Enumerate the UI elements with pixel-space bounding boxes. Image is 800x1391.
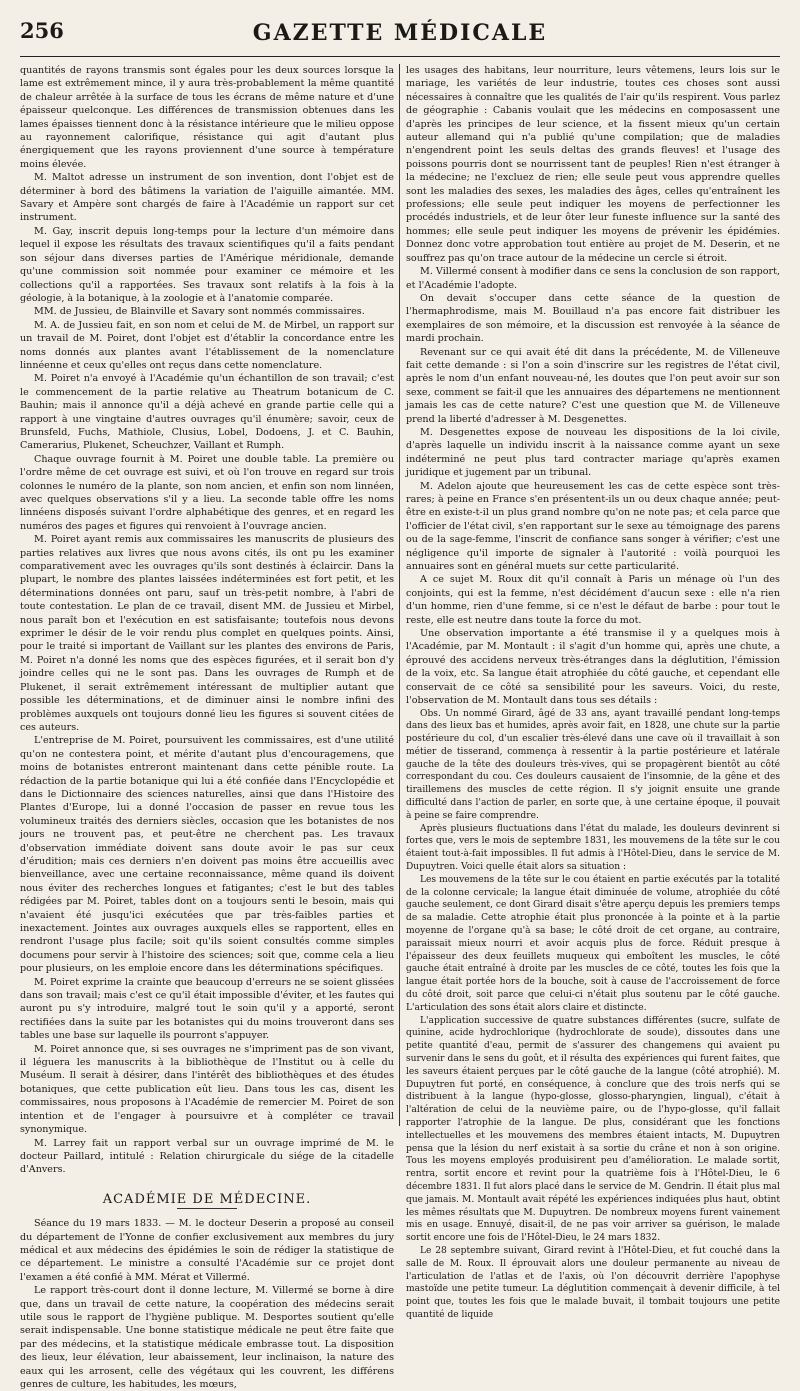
paragraph: les usages des habitans, leur nourriture, leurs vêtemens, leurs lois sur le mariage, les variétés de leur industrie, toutes ces choses sont aussi nécessaires à connaître que les qualités de l'air qu'ils respirent. Vous parlez de géographie : Cabanis voulait que les médecins en composassent une d'après les principes de leur science, et la fissent mieux qu'un certain auteur allemand qui n'a publié qu'une compilation; que de maladies n'engendrent point les seuls deltas des grands fleuves! et l'usage des poissons pourris dont se nourrissent tant de peuples! Rien n'est étranger à la médecine; ne l'excluez de rien; elle seule peut vous apprendre quelles sont les maladies des sexes, les maladies des âges, celles qu'entraînent les professions; elle seule peut indiquer les moyens de perfectionner les procédés industriels, et de leur ôter leur funeste influence sur la santé des hommes; elle seule peut indiquer les moyens de prévenir les épidémies. Donnez donc votre approbation tout entière au projet de M. Deserin, et ne souffrez pas qu'on trace autour de la médecine un cercle si étroit. [406,65,780,264]
paragraph: M. Desgenettes expose de nouveau les dispositions de la loi civile, d'après laquelle un individu inscrit à la naissance comme ayant un sexe indéterminé ne peut plus tard contracter mariage qu'après examen juridique et jugement par un tribunal. [406,426,780,479]
paragraph: M. Poiret ayant remis aux commissaires les manuscrits de plusieurs des parties relatives aux livres que nous avons cités, ils ont pu les examiner comparativement avec les ouvrages qu'ils sont destinés à éclaircir. Dans la plupart, le nombre des plantes laissées indéterminées est fort petit, et les déterminations données ont paru, sauf un très-petit nombre, à l'abri de toute contestation. Le plan de ce travail, disent MM. de Jussieu et Mirbel, nous paraît bon et l'exécution en est satisfaisante; toutefois nous devons exprimer le désir de le voir rendu plus complet en quelques points. Ainsi, pour le traité si important de Vaillant sur les plantes des environs de Paris, M. Poiret n'a donné les noms que des espèces figurées, et il serait bon d'y joindre celles qui ne le sont pas. Dans les ouvrages de Rumph et de Plukenet, il serait extrêmement intéressant de multiplier autant que possible les déterminations, et de diminuer ainsi le nombre infini des problèmes auxquels ont toujours donné lieu les figures si souvent citées de ces auteurs. [20,534,394,733]
page-header [20,12,780,48]
paragraph: M. Poiret annonce que, si ses ouvrages ne s'impriment pas de son vivant, il léguera les manuscrits à la bibliothèque de l'Institut ou à celle du Muséum. Il serait à désirer, dans l'intérêt des bibliothèques et des études botaniques, que cette publication eût lieu. Dans tous les cas, disent les commissaires, nous proposons à l'Académie de remercier M. Poiret de son intention et de l'engager à poursuivre et à compléter ce travail synonymique. [20,1043,394,1136]
page-number: 256 [20,18,64,43]
paragraph: Une observation importante a été transmise il y a quelques mois à l'Académie, par M. Montault : il s'agit d'un homme qui, après une chute, a éprouvé des accidens nerveux très-étranges dans la déglutition, l'émission de la voix, etc. Sa langue était atrophiée du côté gauche, et cependant elle conservait de ce côté sa sensibilité pour les saveurs. Voici, du reste, l'observation de M. Montault dans tous ses détails : [406,628,780,707]
header-rule [20,56,780,57]
right-column [406,64,780,1320]
paragraph: M. Gay, inscrit depuis long-temps pour la lecture d'un mémoire dans lequel il expose les résultats des travaux scientifiques qu'il a faits pendant son séjour dans diverses parties de l'Amérique méridionale, demande qu'une commission soit nommée pour examiner ce mémoire et les collections qu'il a rapportées. Ses travaux sont relatifs à la fois à la géologie, à la botanique, à la zoologie et à l'anatomie comparée. [20,225,394,304]
paragraph: M. Maltot adresse un instrument de son invention, dont l'objet est de déterminer à bord des bâtimens la variation de l'aiguille aimantée. MM. Savary et Ampère sont chargés de faire à l'Académie un rapport sur cet instrument. [20,172,394,224]
paragraph: Revenant sur ce qui avait été dit dans la précédente, M. de Villeneuve fait cette demande : si l'on a soin d'inscrire sur les registres de l'état civil, après le nom d'un enfant nouveau-né, les doutes que l'on peut avoir sur son sexe, comment se fait-il que les annuaires des départemens ne mentionnent jamais les cas de cette nature? C'est une question que M. de Villeneuve prend la liberté d'adresser à M. Desgenettes. [406,346,780,425]
left-column [20,64,394,1390]
section-title: ACADÉMIE DE MÉDECINE. [102,1191,312,1207]
paragraph: Chaque ouvrage fournit à M. Poiret une double table. La première ou l'ordre même de cet ouvrage est suivi, et où l'on trouve en regard sur trois colonnes le numéro de la plante, son nom ancien, et enfin son nom linnéen, avec quelques observations s'il y a lieu. La seconde table offre les noms linnéens disposés suivant l'ordre alphabétique des genres, et en regard les numéros des pages et figures qui renvoient à l'ouvrage ancien. [20,453,394,532]
paragraph: Séance du 19 mars 1833. — M. le docteur Deserin a proposé au conseil du département de l'Yonne de confier exclusivement aux membres du jury médical et aux médecins des épidémies le soin de rédiger la statistique de ce département. Le ministre a consulté l'Académie sur ce projet dont l'examen a été confié à MM. Mérat et Villermé. [20,1218,394,1283]
observation-paragraph: Le 28 septembre suivant, Girard revint à l'Hôtel-Dieu, et fut couché dans la salle de M. Roux. Il éprouvait alors une douleur permanente au niveau de l'articulation de l'atlas et de l'axis, où l'on découvrit derrière l'apophyse mastoïde une petite tumeur. La déglutition commençait à devenir difficile, à tel point que, toutes les fois que le malade buvait, il tombait toujours une petite quantité de liquide [406,1245,780,1320]
section-rule [177,1208,237,1209]
observation-paragraph: L'application successive de quatre substances différentes (sucre, sulfate de quinine, acide hydrochlorique (hydrochlorate de soude), dissoutes dans une petite quantité d'eau, permit de s'assurer des changemens qui avaient pu survenir dans le sens du goût, et il résulta des expériences qui furent faites, que les saveurs étaient perçues par le côté gauche de la langue (côté atrophié). M. Dupuytren fut porté, en conséquence, à conclure que des trois nerfs qui se distribuent à la langue (hypo-glosse, glosso-pharyngien, lingual), c'était à l'altération de celui de la neuvième paire, ou de l'hypo-glosse, qu'il fallait rapporter l'atrophie de la langue. De plus, considérant que les fonctions intellectuelles et les mouvemens des membres étaient intacts, M. Dupuytren pensa que la lésion du nerf existait à sa sortie du crâne et non à son origine. Tous les moyens employés produisirent peu d'amélioration. Le malade sortit, rentra, sortit encore et revint pour la quatrième fois à l'Hôtel-Dieu, le 6 décembre 1831. Il fut alors placé dans le service de M. Gendrin. Il était plus mal que jamais. M. Montault avait répété les expériences indiquées plus haut, obtint les mêmes résultats que M. Dupuytren. De nombreux moyens furent vainement mis en usage. Ennuyé, disait-il, de ne pas voir arriver sa guérison, le malade sortit encore une fois de l'Hôtel-Dieu, le 24 mars 1832. [406,1015,780,1244]
journal-title: GAZETTE MÉDICALE [252,20,548,46]
observation-paragraph: Obs. Un nommé Girard, âgé de 33 ans, ayant travaillé pendant long-temps dans des lieux bas et humides, après avoir fait, en 1828, une chute sur la partie postérieure du col, d'un escalier très-élevé dans une cave où il travaillait à son métier de tisserand, commença à ressentir à la partie postérieure et latérale gauche de la tête des douleurs très-vives, qui se propagèrent bientôt au côté correspondant du cou. Ces douleurs causaient de l'insomnie, de la gêne et des tiraillemens des muscles de cette région. Il s'y joignit ensuite une grande difficulté dans l'action de parler, en sorte que, à une certaine époque, il pouvait à peine se faire comprendre. [406,708,780,821]
paragraph: A ce sujet M. Roux dit qu'il connaît à Paris un ménage où l'un des conjoints, qui est la femme, n'est décidément d'aucun sexe : elle n'a rien d'un homme, rien d'une femme, si ce n'est le défaut de barbe : pour tout le reste, elle est neutre dans toute la force du mot. [406,574,780,626]
paragraph: L'entreprise de M. Poiret, poursuivent les commissaires, est d'une utilité qu'on ne contestera point, et mérite d'autant plus d'encouragemens, que moins de botanistes entreront maintenant dans cette pénible route. La rédaction de la partie botanique qui lui a été confiée dans l'Encyclopédie et dans le Dictionnaire des sciences naturelles, ainsi que dans l'Histoire des Plantes d'Europe, lui a donné l'occasion de passer en revue tous les volumineux traités des derniers siècles, occasion que les botanistes de nos jours ne trouvent pas, et peut-être ne cherchent pas. Les travaux d'observation immédiate doivent sans doute avoir le pas sur ceux d'érudition; mais ces derniers n'en doivent pas moins être accueillis avec bienveillance, avec une certaine reconnaissance, même quand ils doivent nous éviter des recherches longues et fatigantes; c'est le but des tables rédigées par M. Poiret, tables dont on a toujours senti le besoin, mais qui n'avaient été jusqu'ici exécutées que par très-faibles parties et inexactement. Jointes aux ouvrages auxquels elles se rapportent, elles en rendront l'usage plus facile; soit qu'ils soient consultés comme simples documens pour servir à l'histoire des sciences; soit que, comme cela a lieu pour plusieurs, on les emploie encore dans les déterminations spécifiques. [20,735,394,975]
column-divider [399,64,400,1126]
paragraph: quantités de rayons transmis sont égales pour les deux sources lorsque la lame est extrêmement mince, il y aura très-probablement la même quantité de chaleur arrêtée à la surface de tous les écrans de même nature et d'une épaisseur quelconque. Les différences de transmission obtenues dans les lames épaisses tiennent donc à la résistance intérieure que le milieu oppose au rayonnement calorifique, résistance qui agit d'autant plus énergiquement que les rayons proviennent d'une source à température moins élevée. [20,65,394,170]
paragraph: M. Villermé consent à modifier dans ce sens la conclusion de son rapport, et l'Académie l'adopte. [406,266,780,291]
observation-paragraph: Après plusieurs fluctuations dans l'état du malade, les douleurs devinrent si fortes que, vers le mois de septembre 1831, les mouvemens de la tête sur le cou étaient tout-à-fait impossibles. Il fut admis à l'Hôtel-Dieu, dans le service de M. Dupuytren. Voici quelle était alors sa situation : [406,823,780,873]
paragraph: Le rapport très-court dont il donne lecture, M. Villermé se borne à dire que, dans un travail de cette nature, la coopération des médecins serait utile sous le rapport de l'hygiène publique. M. Desportes soutient qu'elle serait indispensable. Une bonne statistique médicale ne peut être faite que par des médecins, et la statistique médicale embrasse tout. La disposition des lieux, leur élévation, leur abaissement, leur inclinaison, la nature des eaux qui les arrosent, celle des végétaux qui les couvrent, les différens genres de culture, les habitudes, les mœurs, [20,1285,394,1390]
paragraph: MM. de Jussieu, de Blainville et Savary sont nommés commissaires. [34,306,365,318]
paragraph: On devait s'occuper dans cette séance de la question de l'hermaphrodisme, mais M. Bouillaud n'a pas encore fait distribuer les exemplaires de son mémoire, et la discussion est renvoyée à la séance de mardi prochain. [406,292,780,345]
paragraph: M. Poiret exprime la crainte que beaucoup d'erreurs ne se soient glissées dans son travail; mais c'est ce qu'il était impossible d'éviter, et les fautes qui auront pu s'y introduire, malgré tout le soin qu'il y a apporté, seront rectifiées dans la suite par les botanistes qui du moins trouveront dans ses tables une base sur laquelle ils pourront s'appuyer. [20,976,394,1042]
paragraph: M. Larrey fait un rapport verbal sur un ouvrage imprimé de M. le docteur Paillard, intitulé : Relation chirurgicale du siége de la citadelle d'Anvers. [20,1137,394,1176]
paragraph: M. A. de Jussieu fait, en son nom et celui de M. de Mirbel, un rapport sur un travail de M. Poiret, dont l'objet est d'établir la concordance entre les noms donnés aux plantes avant l'établissement de la nomenclature linnéenne et ceux qu'elles ont reçus dans cette nomenclature. [20,319,394,371]
observation-paragraph: Les mouvemens de la tête sur le cou étaient en partie exécutés par la totalité de la colonne cervicale; la langue était diminuée de volume, atrophiée du côté gauche seulement, ce dont Girard disait s'être aperçu depuis les premiers temps de sa maladie. Cette atrophie était plus prononcée à la pointe et à la partie moyenne de l'organe qu'à sa base; le côté droit de cet organe, au contraire, paraissait mieux nourri et avoir acquis plus de force. Réduit presque à l'épaisseur des deux feuillets muqueux qui emboîtent les muscles, le côté gauche était entraîné à droite par les muscles de ce côté, toutes les fois que la langue était portée hors de la bouche, soit à cause de l'accroissement de force du côté droit, soit parce que celui-ci n'était plus soutenu par le côté gauche. L'articulation des sons était alors claire et distincte. [406,874,780,1013]
paragraph: M. Poiret n'a envoyé à l'Académie qu'un échantillon de son travail; c'est le commencement de la partie relative au Theatrum botanicum de C. Bauhin; mais il annonce qu'il a déjà achevé en grande partie celle qui a rapport à une vingtaine d'autres ouvrages qu'il énumère; savoir, ceux de Brunsfeld, Fuchs, Mathiole, Clusius, Lobel, Dodoens, J. et C. Bauhin, Camerarius, Plukenet, Scheuchzer, Vaillant et Rumph. [20,373,394,452]
paragraph: M. Adelon ajoute que heureusement les cas de cette espèce sont très-rares; à peine en France s'en présentent-ils un ou deux chaque année; peut-être en existe-t-il un plus grand nombre qu'on ne note pas; et cela parce que l'officier de l'état civil, s'en rapportant sur le sexe au témoignage des parens ou de la sage-femme, l'inscrit de confiance sans songer à vérifier; c'est une négligence qu'il importe de signaler à l'autorité : voilà pourquoi les annuaires sont en général muets sur cette particularité. [406,480,780,573]
